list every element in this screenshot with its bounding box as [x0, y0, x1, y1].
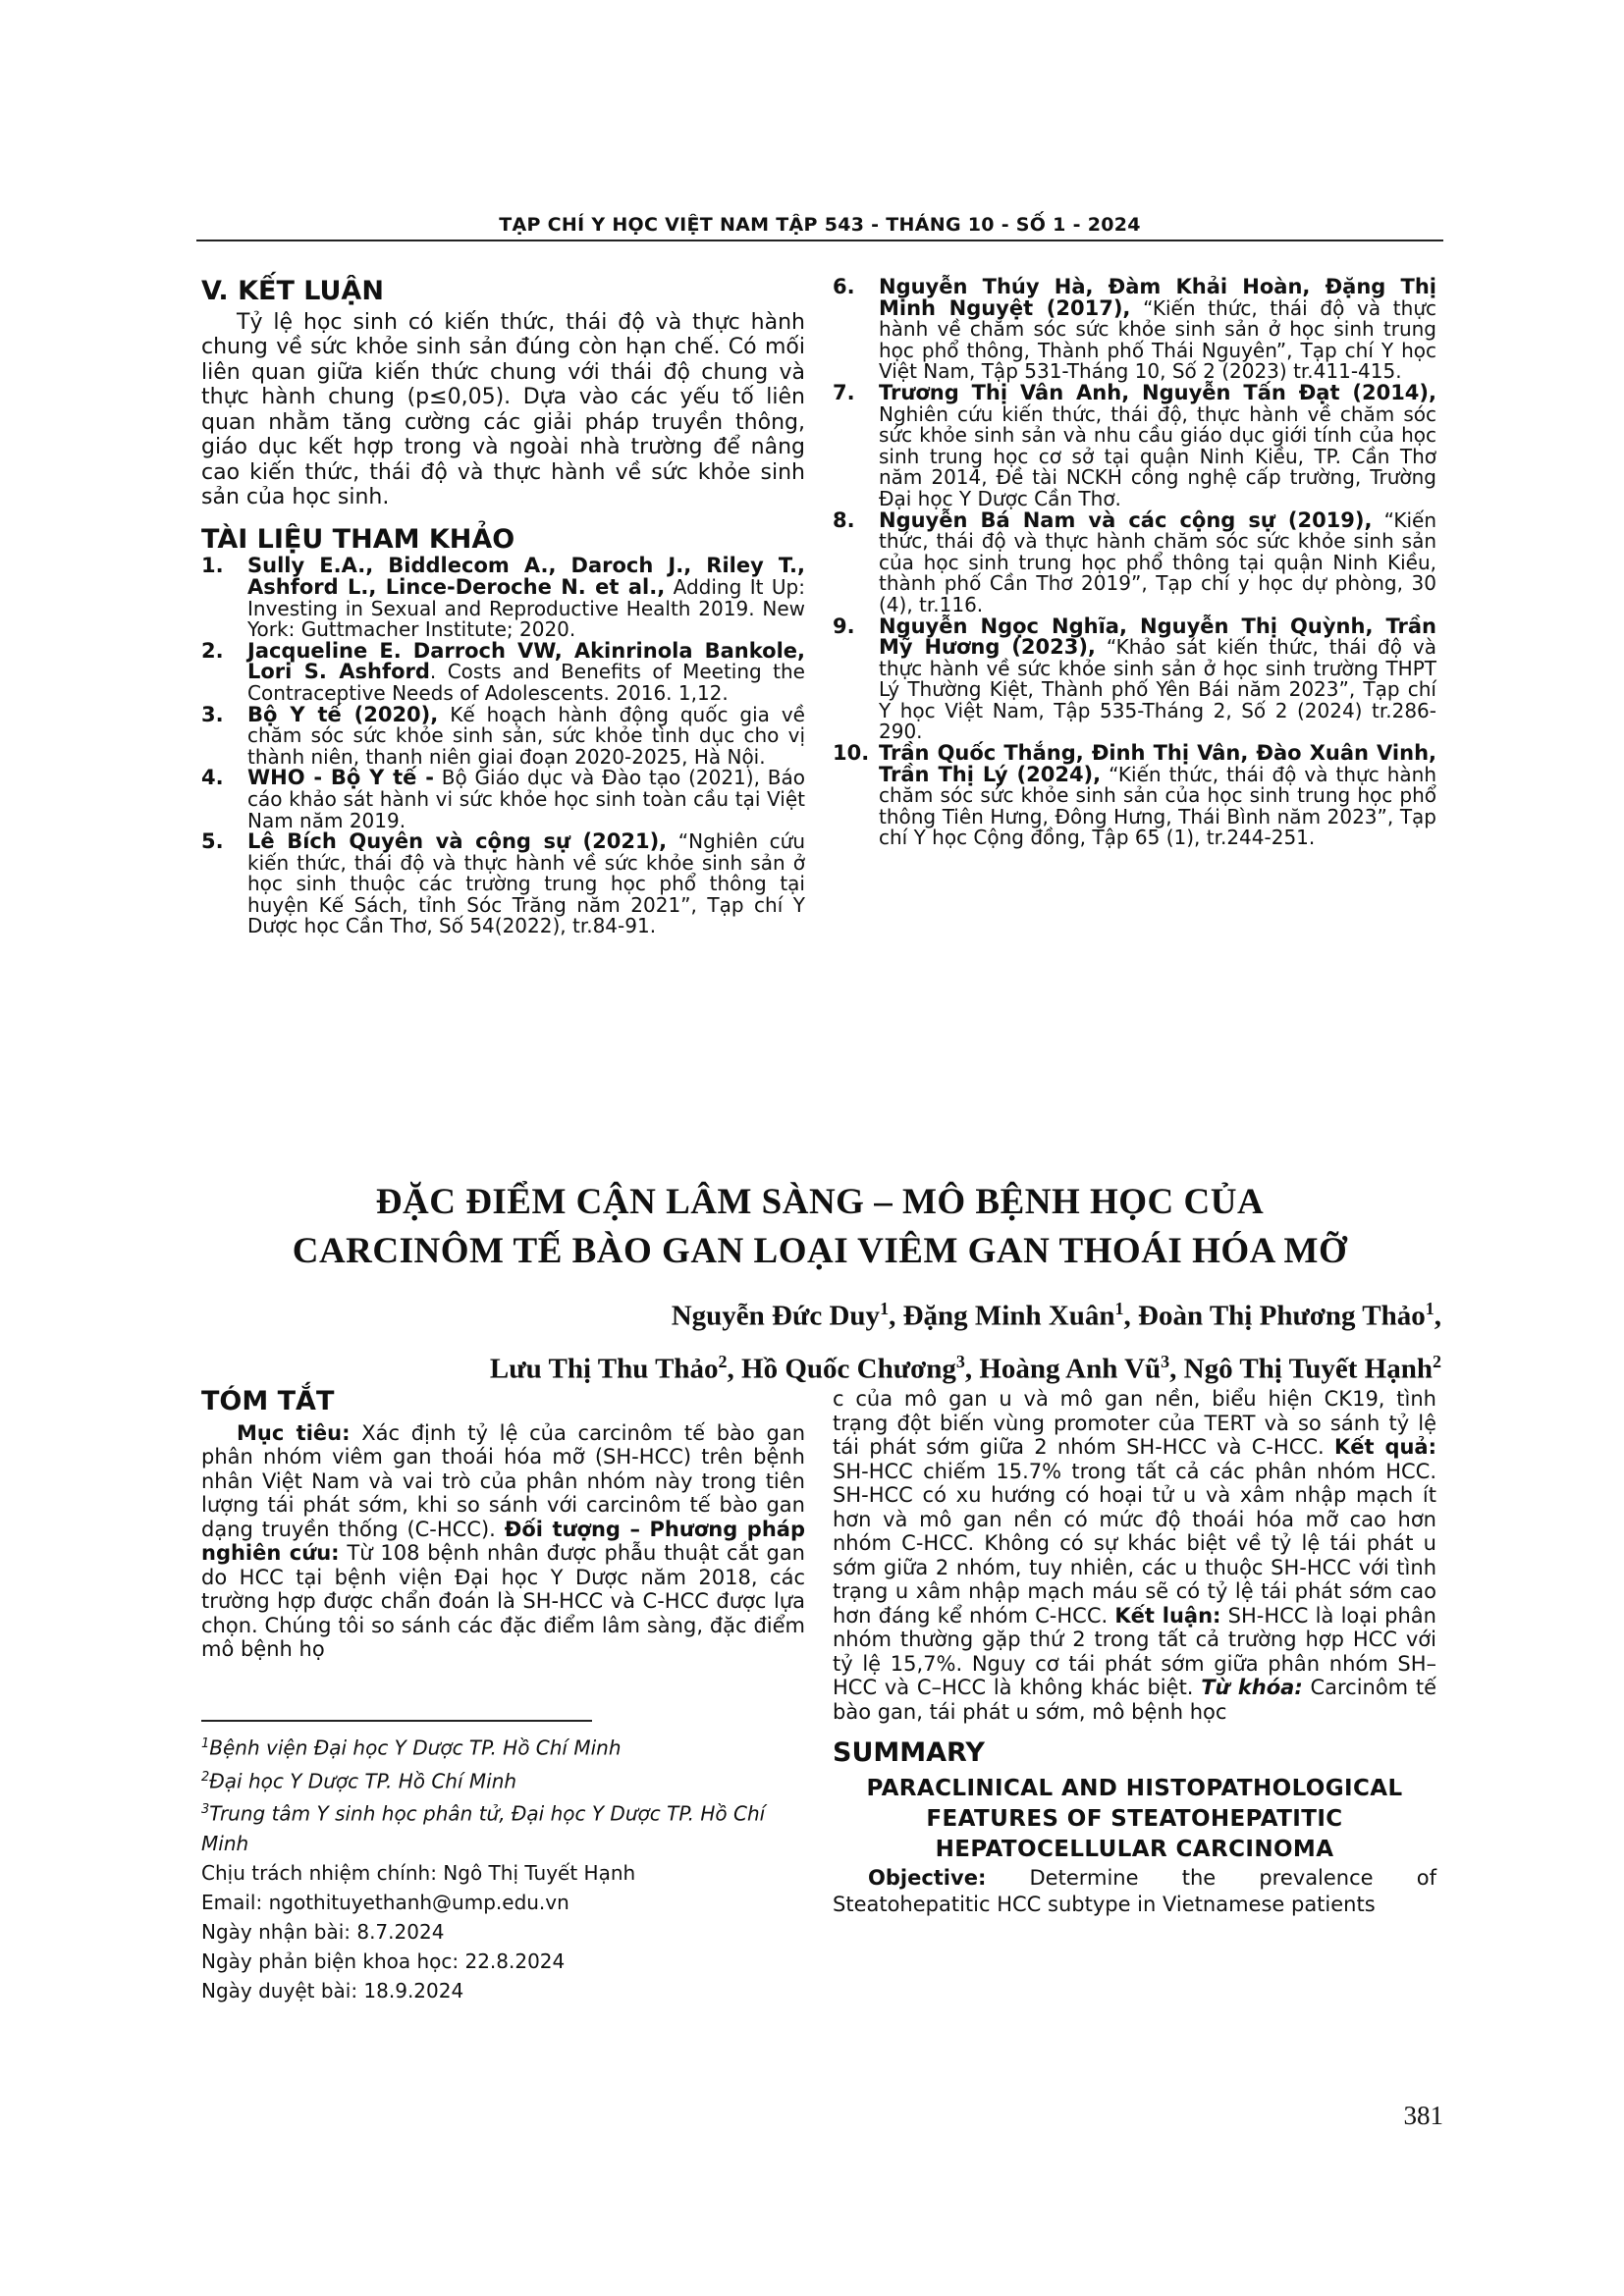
- reference-item: 3. Bộ Y tế (2020), Kế hoạch hành động quốc gia về chăm sóc sức khỏe sinh sản, sức khỏe tình dục cho vị thành niên, thanh niên giai đoạn 2020-2025, Hà Nội.: [201, 702, 805, 769]
- english-title-line-2: FEATURES OF STEATOHEPATITIC: [926, 1806, 1343, 1832]
- author-name: Hoàng Anh Vũ: [979, 1353, 1162, 1385]
- affiliation-2: $^2$Đại học Y Dược TP. Hồ Chí Minh: [201, 1769, 517, 1793]
- methods-label: Đối tượng – Phương pháp nghiên cứu:: [201, 1517, 805, 1566]
- affiliation-mark: 1: [880, 1299, 890, 1318]
- results-text: SH-HCC chiếm 15.7% trong tất cả các phân nhóm HCC. SH-HCC có xu hướng có hoại tử u và xâm nhập mạch ít hơn và mô gan nền có mức độ thoái hóa mỡ cao hơn nhóm C-HCC. Không có sự khác biệt về tỷ lệ tái phát u sớm giữa 2 nhóm, tuy nhiên, các u thuộc SH-HCC với tình trạng u xâm nhập mạch máu sẽ có tỷ lệ tái phát sớm cao hơn đáng kể nhóm C-HCC.: [833, 1459, 1436, 1628]
- references-heading: TÀI LIỆU THAM KHẢO: [201, 523, 515, 555]
- header-rule: [196, 240, 1443, 241]
- reference-item: 4. WHO - Bộ Y tế - Bộ Giáo dục và Đào tạo (2021), Báo cáo khảo sát hành vi sức khỏe học sinh toàn cầu tại Việt Nam năm 2019.: [201, 766, 805, 832]
- conclusion-text: Tỷ lệ học sinh có kiến thức, thái độ và thực hành chung về sức khỏe sinh sản đúng còn hạn chế. Có mối liên quan giữa kiến thức chung với thái độ chung và thực hành chung (p≤0,05). Dựa vào các yếu tố liên quan nhằm tăng cường các giải pháp truyền thông, giáo dục kết hợp trong và ngoài nhà trường để nâng cao kiến thức, thái độ và thực hành về sức khỏe sinh sản của học sinh.: [201, 309, 805, 510]
- footnotes: [201, 1730, 805, 2005]
- date-received: Ngày nhận bài: 8.7.2024: [201, 1919, 445, 1944]
- affiliation-mark: 1: [1425, 1299, 1435, 1318]
- reference-list-right: [833, 277, 1436, 849]
- keywords-text: Carcinôm tế bào gan, tái phát u sớm, mô bệnh học: [833, 1676, 1436, 1724]
- reference-item: 2. Jacqueline E. Darroch VW, Akinrinola Bankole, Lori S. Ashford. Costs and Benefits of Meeting the Contraceptive Needs of Adolescents. 2016. 1,12.: [201, 638, 805, 705]
- english-objective-label: Objective:: [868, 1866, 987, 1890]
- english-abstract: [833, 1865, 1436, 1918]
- reference-item: 5. Lê Bích Quyên và cộng sự (2021), “Nghiên cứu kiến thức, thái độ và thực hành về sức khỏe sinh sản ở học sinh thuộc các trường trung học phổ thông tại huyện Kế Sách, tỉnh Sóc Trăng năm 2021”, Tạp chí Y Dược học Cần Thơ, Số 54(2022), tr.84-91.: [201, 829, 805, 938]
- affiliation-mark: 3: [1161, 1351, 1170, 1371]
- running-header: TẠP CHÍ Y HỌC VIỆT NAM TẬP 543 - THÁNG 10 - SỐ 1 - 2024: [499, 214, 1141, 236]
- conclusion-heading: V. KẾT LUẬN: [201, 276, 384, 306]
- english-objective-text: Determine the prevalence of Steatohepatitic HCC subtype in Vietnamese patients: [833, 1866, 1436, 1916]
- abstract-continued: [833, 1387, 1436, 1724]
- article-title-line-1: ĐẶC ĐIỂM CẬN LÂM SÀNG – MÔ BỆNH HỌC CỦA: [375, 1182, 1265, 1222]
- affiliation-mark: 3: [955, 1351, 965, 1371]
- date-reviewed: Ngày phản biện khoa học: 22.8.2024: [201, 1949, 566, 1973]
- left-column-top: [201, 277, 805, 937]
- reference-list-left: [201, 556, 805, 937]
- reference-item: 9. Nguyễn Ngọc Nghĩa, Nguyễn Thị Quỳnh, Trần Mỹ Hương (2023), “Khảo sát kiến thức, thái độ và thực hành về sức khỏe sinh sản ở học sinh trường THPT Lý Thường Kiệt, Thành phố Yên Bái năm 2023”, Tạp chí Y học Việt Nam, Tập 535-Tháng 2, Số 2 (2024) tr.286-290.: [833, 614, 1437, 744]
- reference-item: 7. Trương Thị Vân Anh, Nguyễn Tấn Đạt (2014), Nghiên cứu kiến thức, thái độ, thực hành về chăm sóc sức khỏe sinh sản và nhu cầu giáo dục giới tính của học sinh trung học cơ sở tại quận Ninh Kiều, TP. Cần Thơ năm 2014, Đề tài NCKH công nghệ cấp trường, Trường Đại học Y Dược Cần Thơ.: [833, 380, 1436, 510]
- reference-item: 8. Nguyễn Bá Nam và các cộng sự (2019), “Kiến thức, thái độ và thực hành chăm sóc sức khỏe sinh sản của học sinh trung học phổ thông tại quận Ninh Kiều, thành phố Cần Thơ 2019”, Tạp chí y học dự phòng, 30 (4), tr.116.: [833, 507, 1436, 616]
- english-title: [833, 1774, 1436, 1865]
- reference-item: 1. Sully E.A., Biddlecom A., Daroch J., Riley T., Ashford L., Lince-Deroche N. et al., Adding It Up: Investing in Sexual and Reproductive Health 2019. New York: Guttmacher Institute; 2020.: [201, 554, 805, 642]
- author-name: Hồ Quốc Chương: [741, 1353, 956, 1385]
- author-name: Đoàn Thị Phương Thảo: [1138, 1300, 1426, 1332]
- article-title: [196, 1178, 1443, 1276]
- affiliation-1: $^1$Bệnh viện Đại học Y Dược TP. Hồ Chí Minh: [201, 1735, 622, 1760]
- date-accepted: Ngày duyệt bài: 18.9.2024: [201, 1978, 464, 2002]
- corresponding-author: Chịu trách nhiệm chính: Ngô Thị Tuyết Hạnh: [201, 1860, 636, 1885]
- affiliation-mark: 2: [1433, 1351, 1441, 1371]
- footnote-rule: [201, 1720, 592, 1722]
- conclusion-label: Kết luận:: [1114, 1603, 1221, 1628]
- english-title-line-1: PARACLINICAL AND HISTOPATHOLOGICAL: [866, 1776, 1403, 1801]
- abstract-paragraph: Mục tiêu: Xác định tỷ lệ của carcinôm tế bào gan phân nhóm viêm gan thoái hóa mỡ (SH-HCC) trên bệnh nhân Việt Nam và vai trò của phân nhóm này trong tiên lượng tái phát sớm, khi so sánh với carcinôm tế bào gan dạng truyền thống (C-HCC). Đối tượng – Phương pháp nghiên cứu: Từ 108 bệnh nhân được phẫu thuật cắt gan do HCC tại bệnh viện Đại học Y Dược năm 2018, các trường hợp được chẩn đoán là SH-HCC và C-HCC được lựa chọn. Chúng tôi so sánh các đặc điểm lâm sàng, đặc điểm mô bệnh họ: [201, 1420, 805, 1662]
- abstract-left-column: [201, 1387, 805, 1662]
- affiliation-3: $^3$Trung tâm Y sinh học phân tử, Đại học Y Dược TP. Hồ Chí Minh: [201, 1801, 766, 1855]
- results-label: Kết quả:: [1334, 1435, 1436, 1459]
- email: Email: ngothituyethanh@ump.edu.vn: [201, 1890, 569, 1914]
- right-column-top: [833, 277, 1436, 849]
- objective-label: Mục tiêu:: [237, 1420, 351, 1445]
- author-name: Đặng Minh Xuân: [902, 1300, 1115, 1332]
- reference-item: 6. Nguyễn Thúy Hà, Đàm Khải Hoàn, Đặng Thị Minh Nguyệt (2017), “Kiến thức, thái độ và thực hành về chăm sóc sức khỏe sinh sản ở học sinh trung học phổ thông, Thành phố Thái Nguyên”, Tạp chí Y học Việt Nam, Tập 531-Tháng 10, Số 2 (2023) tr.411-415.: [833, 275, 1436, 384]
- article-title-line-2: CARCINÔM TẾ BÀO GAN LOẠI VIÊM GAN THOÁI HÓA MỠ: [292, 1231, 1348, 1271]
- keywords-label: Từ khóa:: [1201, 1676, 1303, 1699]
- methods-continued: c của mô gan u và mô gan nền, biểu hiện CK19, tình trạng đột biến vùng promoter của TERT và so sánh tỷ lệ tái phát sớm giữa 2 nhóm SH-HCC và C-HCC.: [833, 1387, 1436, 1459]
- summary-heading: SUMMARY: [833, 1737, 985, 1768]
- page-number: 381: [1403, 2101, 1443, 2130]
- author-line-2: Lưu Thị Thu Thảo$^2$, Hồ Quốc Chương$^3$, Hoàng Anh $Vũ^3$, Ngô Thị Tuyết Hạnh$^2$: [489, 1351, 1441, 1385]
- author-name: Nguyễn Đức Duy: [671, 1300, 881, 1332]
- affiliation-mark: 2: [718, 1351, 728, 1371]
- conclusion-text: SH-HCC là loại phân nhóm thường gặp thứ 2 trong tất cả trường hợp HCC với tỷ lệ 15,7%. Nguy cơ tái phát sớm giữa phân nhóm SH–HCC và C–HCC là không khác biệt.: [833, 1603, 1436, 1699]
- author-list: [196, 1286, 1441, 1391]
- abstract-heading: TÓM TẮT: [201, 1386, 335, 1416]
- author-name: Lưu Thị Thu Thảo: [489, 1353, 719, 1385]
- reference-item: 10. Trần Quốc Thắng, Đinh Thị Vân, Đào Xuân Vinh, Trần Thị Lý (2024), “Kiến thức, thái độ và thực hành chăm sóc sức khỏe sinh sản của học sinh trung học phổ thông Tiên Hưng, Đông Hưng, Thái Bình năm 2023”, Tạp chí Y học Cộng đồng, Tập 65 (1), tr.244-251.: [833, 741, 1436, 850]
- english-title-line-3: HEPATOCELLULAR CARCINOMA: [935, 1837, 1334, 1862]
- author-line-1: Nguyễn Đức Duy$^1$, Đặng Minh Xuân$^1$, Đoàn Thị Phương Thảo$^1$,: [671, 1299, 1441, 1332]
- abstract-right-column: [833, 1387, 1436, 1918]
- author-name: Ngô Thị Tuyết Hạnh: [1183, 1353, 1433, 1385]
- affiliation-mark: 1: [1114, 1299, 1124, 1318]
